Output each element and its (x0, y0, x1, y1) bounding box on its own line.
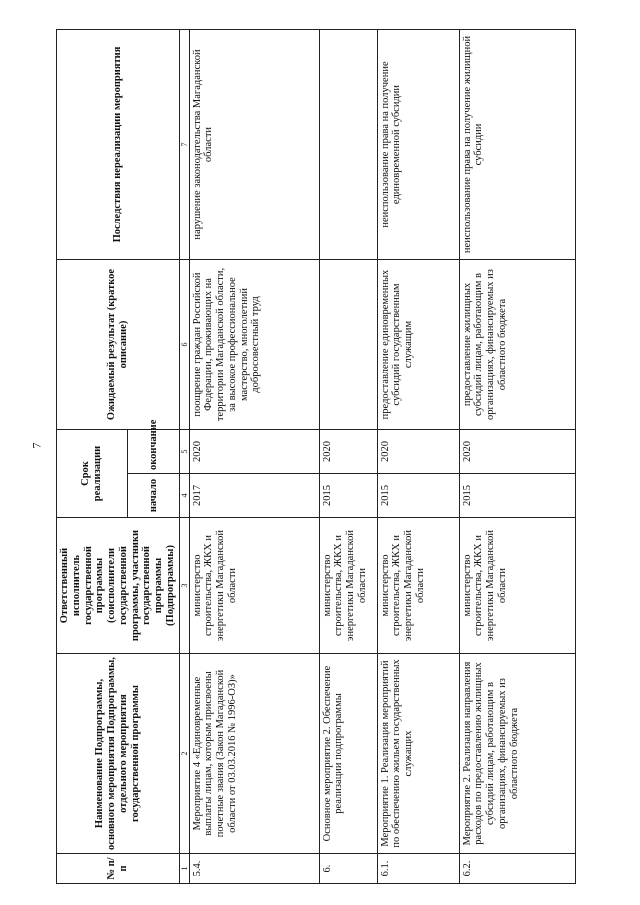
column-index: 5 (179, 430, 189, 474)
row-number: 6. (319, 854, 377, 884)
document-page (56, 0, 640, 905)
row-consequence: нарушение законодательства Магаданской области (189, 30, 319, 260)
row-start: 2015 (459, 474, 575, 518)
row-result (319, 260, 377, 430)
row-executor: министерство строительства, ЖКХ и энергетики Магаданской области (377, 518, 459, 654)
table-row (459, 30, 575, 884)
row-executor: министерство строительства, ЖКХ и энергетики Магаданской области (319, 518, 377, 654)
row-number: 5.4. (189, 854, 319, 884)
column-index: 6 (179, 260, 189, 430)
table-row (319, 30, 377, 884)
header-end: окончание (128, 430, 179, 474)
table-row (377, 30, 459, 884)
program-measures-table (56, 29, 576, 884)
rotated-table-container (56, 30, 630, 884)
row-result: предоставление жилищных субсидий лицам, работающим в организациях, финансируемых из областного бюджета (459, 260, 575, 430)
header-start: начало (128, 474, 179, 518)
header-term: Срок реализации (57, 430, 128, 518)
row-start: 2015 (377, 474, 459, 518)
row-number: 6.2. (459, 854, 575, 884)
row-result: поощрение граждан Российской Федерации, проживающих на территории Магаданской области, за высокое профессиональное мастерство, многолетний добросовестный труд (189, 260, 319, 430)
column-index: 2 (179, 654, 189, 854)
page-number: 7 (29, 442, 44, 449)
row-end: 2020 (189, 430, 319, 474)
header-name: Наименование Подпрограммы, основного мероприятия Подпрограммы, отдельного мероприятия государственной программы (57, 654, 180, 854)
row-name: Мероприятие 2. Реализация направления расходов по предоставлению жилищных субсидий лицам, работающим в организациях, финансируемых из областного бюджета (459, 654, 575, 854)
row-end: 2020 (319, 430, 377, 474)
row-name: Мероприятие 1. Реализация мероприятий по обеспечению жильем государственных служащих (377, 654, 459, 854)
column-index: 4 (179, 474, 189, 518)
row-consequence (319, 30, 377, 260)
column-index: 3 (179, 518, 189, 654)
row-end: 2020 (459, 430, 575, 474)
row-start: 2015 (319, 474, 377, 518)
row-consequence: неиспользование права на получение жилищной субсидии (459, 30, 575, 260)
header-result: Ожидаемый результат (краткое описание) (57, 260, 180, 430)
row-executor: министерство строительства, ЖКХ и энергетики Магаданской области (189, 518, 319, 654)
column-index-row (179, 30, 189, 884)
column-index: 1 (179, 854, 189, 884)
header-number: № п/п (57, 854, 180, 884)
column-index: 7 (179, 30, 189, 260)
row-consequence: неиспользование права на получение единовременной субсидии (377, 30, 459, 260)
row-name: Мероприятие 4 «Единовременные выплаты лицам, которым присвоены почетные звания (Закон Магаданской области от 03.03.2016 № 1996-ОЗ)» (189, 654, 319, 854)
header-executor: Ответственный исполнитель государственной программы (соисполнители государственной программы, участники государственной программы (Подпрограммы) (57, 518, 180, 654)
row-number: 6.1. (377, 854, 459, 884)
table-row (189, 30, 319, 884)
row-executor: министерство строительства, ЖКХ и энергетики Магаданской области (459, 518, 575, 654)
header-consequence: Последствия нереализации мероприятия (57, 30, 180, 260)
row-result: предоставление единовременных субсидий государственным служащим (377, 260, 459, 430)
row-end: 2020 (377, 430, 459, 474)
row-name: Основное мероприятие 2. Обеспечение реализации подпрограммы (319, 654, 377, 854)
row-start: 2017 (189, 474, 319, 518)
